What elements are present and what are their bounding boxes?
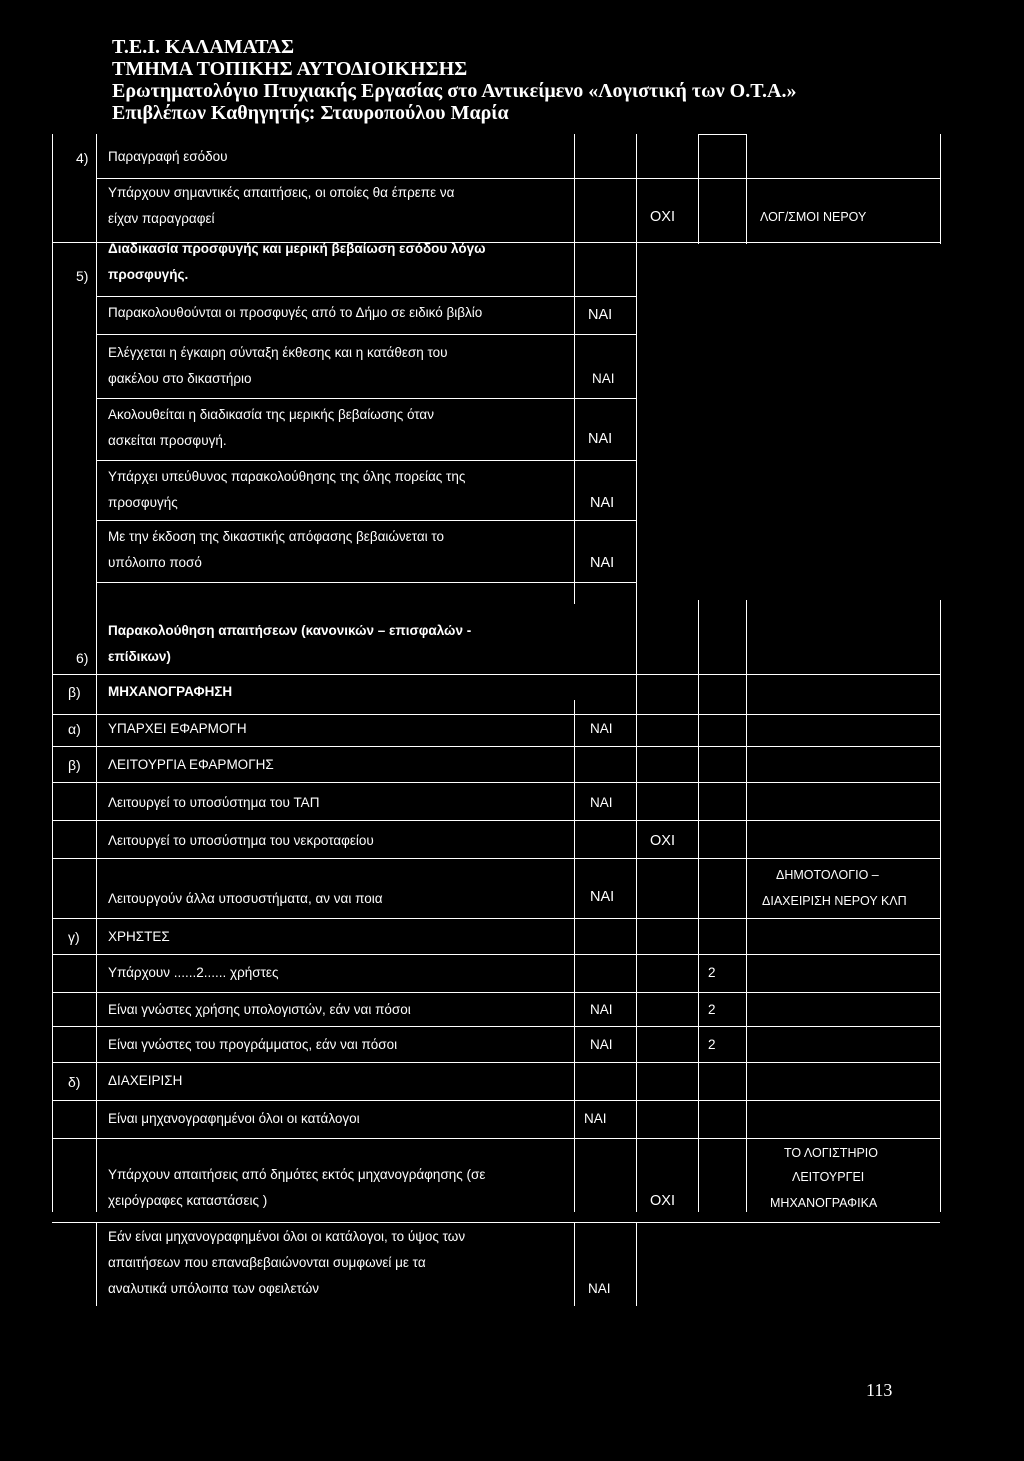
section-title: ΧΡΗΣΤΕΣ	[108, 929, 170, 944]
answer-count: 2	[708, 965, 716, 980]
question-text: Υπάρχουν σημαντικές απαιτήσεις, οι οποίες θα έπρεπε να	[108, 185, 455, 200]
question-text: Είναι γνώστες του προγράμματος, εάν ναι πόσοι	[108, 1037, 398, 1052]
section-title: προσφυγής.	[108, 267, 189, 282]
answer-yes: ΝΑΙ	[588, 431, 613, 447]
answer-yes: ΝΑΙ	[590, 555, 615, 571]
answer-no: ΟΧΙ	[650, 209, 675, 225]
page-number: 113	[866, 1380, 893, 1400]
section-title: Παρακολούθηση απαιτήσεων (κανονικών – επισφαλών -	[108, 623, 472, 638]
header-supervisor: Επιβλέπων Καθηγητής: Σταυροπούλου Μαρία	[112, 102, 509, 124]
answer-count: 2	[708, 1037, 716, 1052]
document-header	[112, 36, 797, 124]
answer-no: ΟΧΙ	[650, 833, 675, 849]
header-institution: Τ.Ε.Ι. ΚΑΛΑΜΑΤΑΣ	[112, 36, 295, 58]
question-text: Υπάρχουν απαιτήσεις από δημότες εκτός μηχανογράφησης (σε	[108, 1167, 486, 1182]
answer-yes: ΝΑΙ	[588, 1281, 611, 1296]
question-text: απαιτήσεων που επαναβεβαιώνονται συμφωνεί με τα	[108, 1255, 426, 1270]
header-questionnaire-title: Ερωτηματολόγιο Πτυχιακής Εργασίας στο Αντικείμενο «Λογιστική των Ο.Τ.Α.»	[112, 80, 797, 102]
question-text: Ελέγχεται η έγκαιρη σύνταξη έκθεσης και η κατάθεση του	[108, 345, 448, 360]
answer-note: ΛΕΙΤΟΥΡΓΕΙ	[792, 1170, 865, 1184]
answer-note: ΤΟ ΛΟΓΙΣΤΗΡΙΟ	[784, 1146, 879, 1160]
question-text: φακέλου στο δικαστήριο	[108, 371, 252, 386]
question-text: ασκείται προσφυγή.	[108, 433, 227, 448]
answer-yes: ΝΑΙ	[590, 721, 613, 736]
row-number: β)	[68, 757, 81, 773]
answer-yes: ΝΑΙ	[590, 795, 613, 810]
question-text: Εάν είναι μηχανογραφημένοι όλοι οι κατάλογοι, το ύψος των	[108, 1229, 466, 1244]
question-text: αναλυτικά υπόλοιπα των οφειλετών	[108, 1281, 319, 1296]
question-text: ΛΕΙΤΟΥΡΓΙΑ ΕΦΑΡΜΟΓΗΣ	[108, 757, 274, 772]
row-number: γ)	[68, 929, 80, 945]
section-title: Παραγραφή εσόδου	[108, 149, 228, 164]
answer-note: ΔΙΑΧΕΙΡΙΣΗ ΝΕΡΟΥ ΚΛΠ	[762, 894, 907, 908]
row-number: 5)	[76, 268, 89, 284]
answer-count: 2	[708, 1002, 716, 1017]
answer-yes: ΝΑΙ	[592, 371, 615, 386]
question-text: ΥΠΑΡΧΕΙ ΕΦΑΡΜΟΓΗ	[108, 721, 247, 736]
row-number: 4)	[76, 150, 89, 166]
question-text: Είναι γνώστες χρήσης υπολογιστών, εάν ναι πόσοι	[108, 1002, 411, 1017]
section-title: ΜΗΧΑΝΟΓΡΑΦΗΣΗ	[108, 684, 233, 699]
question-text: Υπάρχουν ......2...... χρήστες	[108, 965, 279, 980]
row-number: β)	[68, 684, 81, 700]
question-text: Παρακολουθούνται οι προσφυγές από το Δήμο σε ειδικό βιβλίο	[108, 305, 483, 320]
answer-yes: ΝΑΙ	[590, 495, 615, 511]
answer-note: ΛΟΓ/ΣΜΟΙ ΝΕΡΟΥ	[760, 210, 867, 224]
answer-yes: ΝΑΙ	[590, 1037, 613, 1052]
section-title: επίδικων)	[108, 649, 171, 664]
answer-yes: ΝΑΙ	[588, 307, 613, 323]
answer-yes: ΝΑΙ	[584, 1111, 607, 1126]
answer-note: ΔΗΜΟΤΟΛΟΓΙΟ –	[776, 868, 879, 882]
question-text: Λειτουργεί το υποσύστημα του ΤΑΠ	[108, 795, 320, 810]
answer-no: ΟΧΙ	[650, 1193, 675, 1209]
row-number: α)	[68, 721, 81, 737]
question-text: υπόλοιπο ποσό	[108, 555, 202, 570]
question-text: Με την έκδοση της δικαστικής απόφασης βεβαιώνεται το	[108, 529, 445, 544]
row-number: δ)	[68, 1074, 81, 1090]
answer-note: ΜΗΧΑΝΟΓΡΑΦΙΚΑ	[770, 1196, 878, 1210]
question-text: Λειτουργεί το υποσύστημα του νεκροταφείου	[108, 833, 374, 848]
question-text: Λειτουργούν άλλα υποσυστήματα, αν ναι ποια	[108, 891, 383, 906]
section-title: ΔΙΑΧΕΙΡΙΣΗ	[108, 1073, 183, 1088]
question-text: προσφυγής	[108, 495, 178, 510]
row-number: 6)	[76, 650, 89, 666]
question-text: είχαν παραγραφεί	[108, 211, 215, 226]
question-text: Ακολουθείται η διαδικασία της μερικής βεβαίωσης όταν	[108, 407, 434, 422]
question-text: Είναι μηχανογραφημένοι όλοι οι κατάλογοι	[108, 1111, 360, 1126]
question-text: χειρόγραφες καταστάσεις )	[108, 1193, 268, 1208]
question-text: Υπάρχει υπεύθυνος παρακολούθησης της όλης πορείας της	[108, 469, 466, 484]
header-department: ΤΜΗΜΑ ΤΟΠΙΚΗΣ ΑΥΤΟΔΙΟΙΚΗΣΗΣ	[112, 58, 468, 80]
answer-yes: ΝΑΙ	[590, 889, 615, 905]
answer-yes: ΝΑΙ	[590, 1002, 613, 1017]
section-title: Διαδικασία προσφυγής και μερική βεβαίωση εσόδου λόγω	[108, 241, 486, 256]
